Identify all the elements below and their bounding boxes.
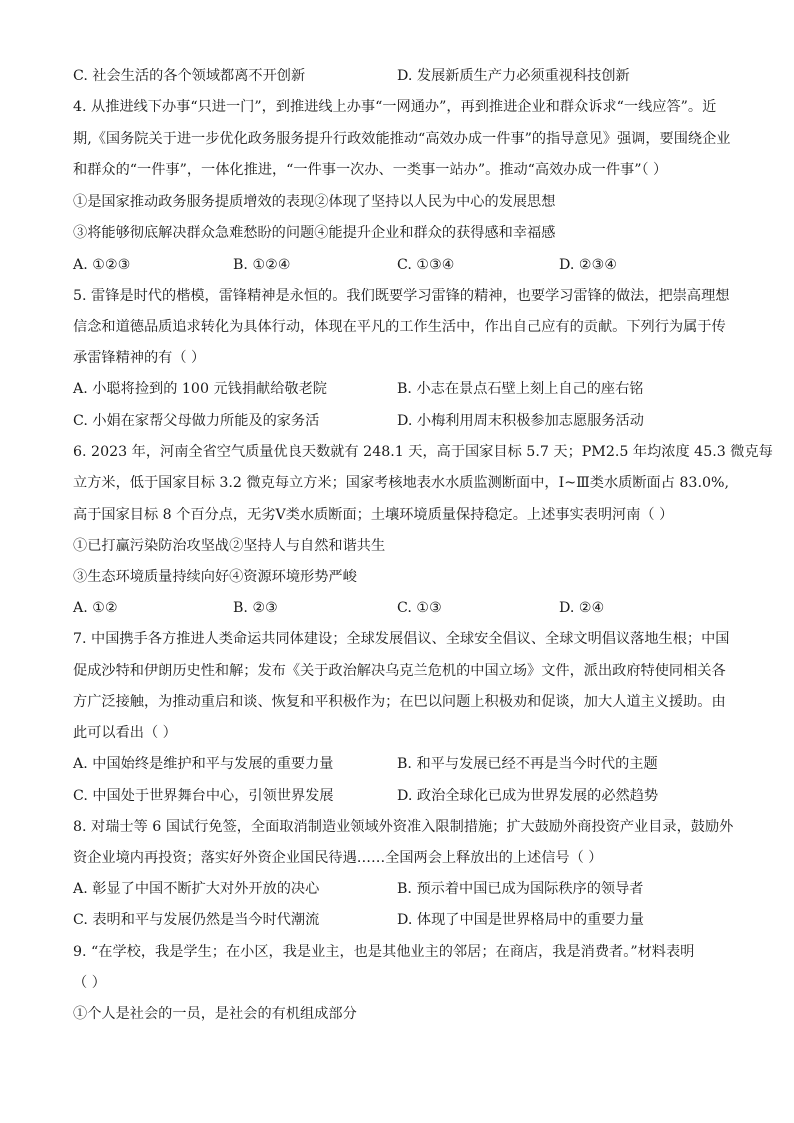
q6-stem-line-2: 立方米，低于国家目标 3.2 微克每立方米；国家考核地表水水质监测断面中，Ⅰ~Ⅲ类水质断面占 83.0%, bbox=[73, 475, 729, 491]
q5-option-d: D. 小梅利用周末积极参加志愿服务活动 bbox=[397, 413, 644, 429]
q6-statement-1: ①已打赢污染防治攻坚战②坚持人与自然和谐共生 bbox=[73, 538, 386, 554]
q7-stem-line-2: 促成沙特和伊朗历史性和解；发布《关于政治解决乌克兰危机的中国立场》文件，派出政府特使同相关各 bbox=[73, 663, 726, 679]
q6-option-c: C. ①③ bbox=[397, 600, 442, 616]
q5-stem-line-3: 承雷锋精神的有（ ） bbox=[73, 350, 206, 366]
q6-option-d: D. ②④ bbox=[559, 600, 605, 616]
q8-option-d: D. 体现了中国是世界格局中的重要力量 bbox=[397, 912, 644, 928]
q4-statement-1: ①是国家推动政务服务提质增效的表现②体现了坚持以人民为中心的发展思想 bbox=[73, 194, 556, 210]
q7-option-a: A. 中国始终是维护和平与发展的重要力量 bbox=[73, 756, 334, 772]
q7-stem-line-4: 此可以看出（ ） bbox=[73, 725, 177, 741]
q4-option-b: B. ①②④ bbox=[233, 257, 291, 273]
q8-option-c: C. 表明和平与发展仍然是当今时代潮流 bbox=[73, 912, 320, 928]
q8-stem-line-2: 资企业境内再投资；落实好外资企业国民待遇……全国两会上释放出的上述信号（ ） bbox=[73, 850, 603, 866]
q9-statement-1: ①个人是社会的一员，是社会的有机组成部分 bbox=[73, 1006, 357, 1022]
q5-stem-line-1: 5. 雷锋是时代的楷模，雷锋精神是永恒的。我们既要学习雷锋的精神，也要学习雷锋的做法，把崇高理想 bbox=[73, 288, 730, 304]
q6-option-a: A. ①② bbox=[73, 600, 118, 616]
q7-stem-line-1: 7. 中国携手各方推进人类命运共同体建设；全球发展倡议、全球安全倡议、全球文明倡议落地生根；中国 bbox=[73, 631, 730, 647]
q4-statement-2: ③将能够彻底解决群众急难愁盼的问题④能提升企业和群众的获得感和幸福感 bbox=[73, 225, 556, 241]
q7-option-d: D. 政治全球化已成为世界发展的必然趋势 bbox=[397, 788, 659, 804]
q8-option-a: A. 彰显了中国不断扩大对外开放的决心 bbox=[73, 881, 320, 897]
q8-stem-line-1: 8. 对瑞士等 6 国试行免签，全面取消制造业领域外资准入限制措施；扩大鼓励外商投资产业目录，鼓励外 bbox=[73, 819, 734, 835]
q7-option-c: C. 中国处于世界舞台中心，引领世界发展 bbox=[73, 788, 334, 804]
q5-option-c: C. 小娟在家帮父母做力所能及的家务活 bbox=[73, 413, 320, 429]
q4-option-c: C. ①③④ bbox=[397, 257, 455, 273]
q9-stem-line-1: 9. “在学校，我是学生；在小区，我是业主，也是其他业主的邻居；在商店，我是消费者。”材料表明 bbox=[73, 944, 695, 960]
q9-stem-line-2: （ ） bbox=[73, 975, 106, 991]
q4-stem-line-2: 期,《国务院关于进一步优化政务服务提升行政效能推动“高效办成一件事”的指导意见》强调，要围绕企业 bbox=[73, 131, 731, 147]
q6-stem-line-3: 高于国家目标 8 个百分点，无劣Ⅴ类水质断面；土壤环境质量保持稳定。上述事实表明河南（ ） bbox=[73, 507, 674, 523]
q7-option-b: B. 和平与发展已经不再是当今时代的主题 bbox=[397, 756, 658, 772]
q4-stem-line-1: 4. 从推进线下办事“只进一门”，到推进线上办事“一网通办”，再到推进企业和群众诉求“一线应答”。近 bbox=[73, 99, 717, 115]
q6-statement-2: ③生态环境质量持续向好④资源环境形势严峻 bbox=[73, 569, 357, 585]
q5-stem-line-2: 信念和道德品质追求转化为具体行动，体现在平凡的工作生活中，作出自己应有的贡献。下列行为属于传 bbox=[73, 319, 726, 335]
q3-option-c: C. 社会生活的各个领域都离不开创新 bbox=[73, 68, 306, 84]
q6-option-b: B. ②③ bbox=[233, 600, 278, 616]
q4-stem-line-3: 和群众的“一件事”，一体化推进，“一件事一次办、一类事一站办”。推动“高效办成一件事”（ ） bbox=[73, 162, 668, 178]
q4-option-d: D. ②③④ bbox=[559, 257, 618, 273]
q5-option-b: B. 小志在景点石壁上刻上自己的座右铭 bbox=[397, 381, 644, 397]
q3-option-d: D. 发展新质生产力必须重视科技创新 bbox=[397, 68, 630, 84]
q5-option-a: A. 小聪将捡到的 100 元钱捐献给敬老院 bbox=[73, 381, 327, 397]
q4-option-a: A. ①②③ bbox=[73, 257, 131, 273]
q6-stem-line-1: 6. 2023 年，河南全省空气质量优良天数就有 248.1 天，高于国家目标 5.7 天；PM2.5 年均浓度 45.3 微克每 bbox=[73, 444, 773, 460]
q7-stem-line-3: 方广泛接触，为推动重启和谈、恢复和平积极作为；在巴以问题上积极劝和促谈，加大人道主义援助。由 bbox=[73, 694, 726, 710]
q8-option-b: B. 预示着中国已成为国际秩序的领导者 bbox=[397, 881, 644, 897]
